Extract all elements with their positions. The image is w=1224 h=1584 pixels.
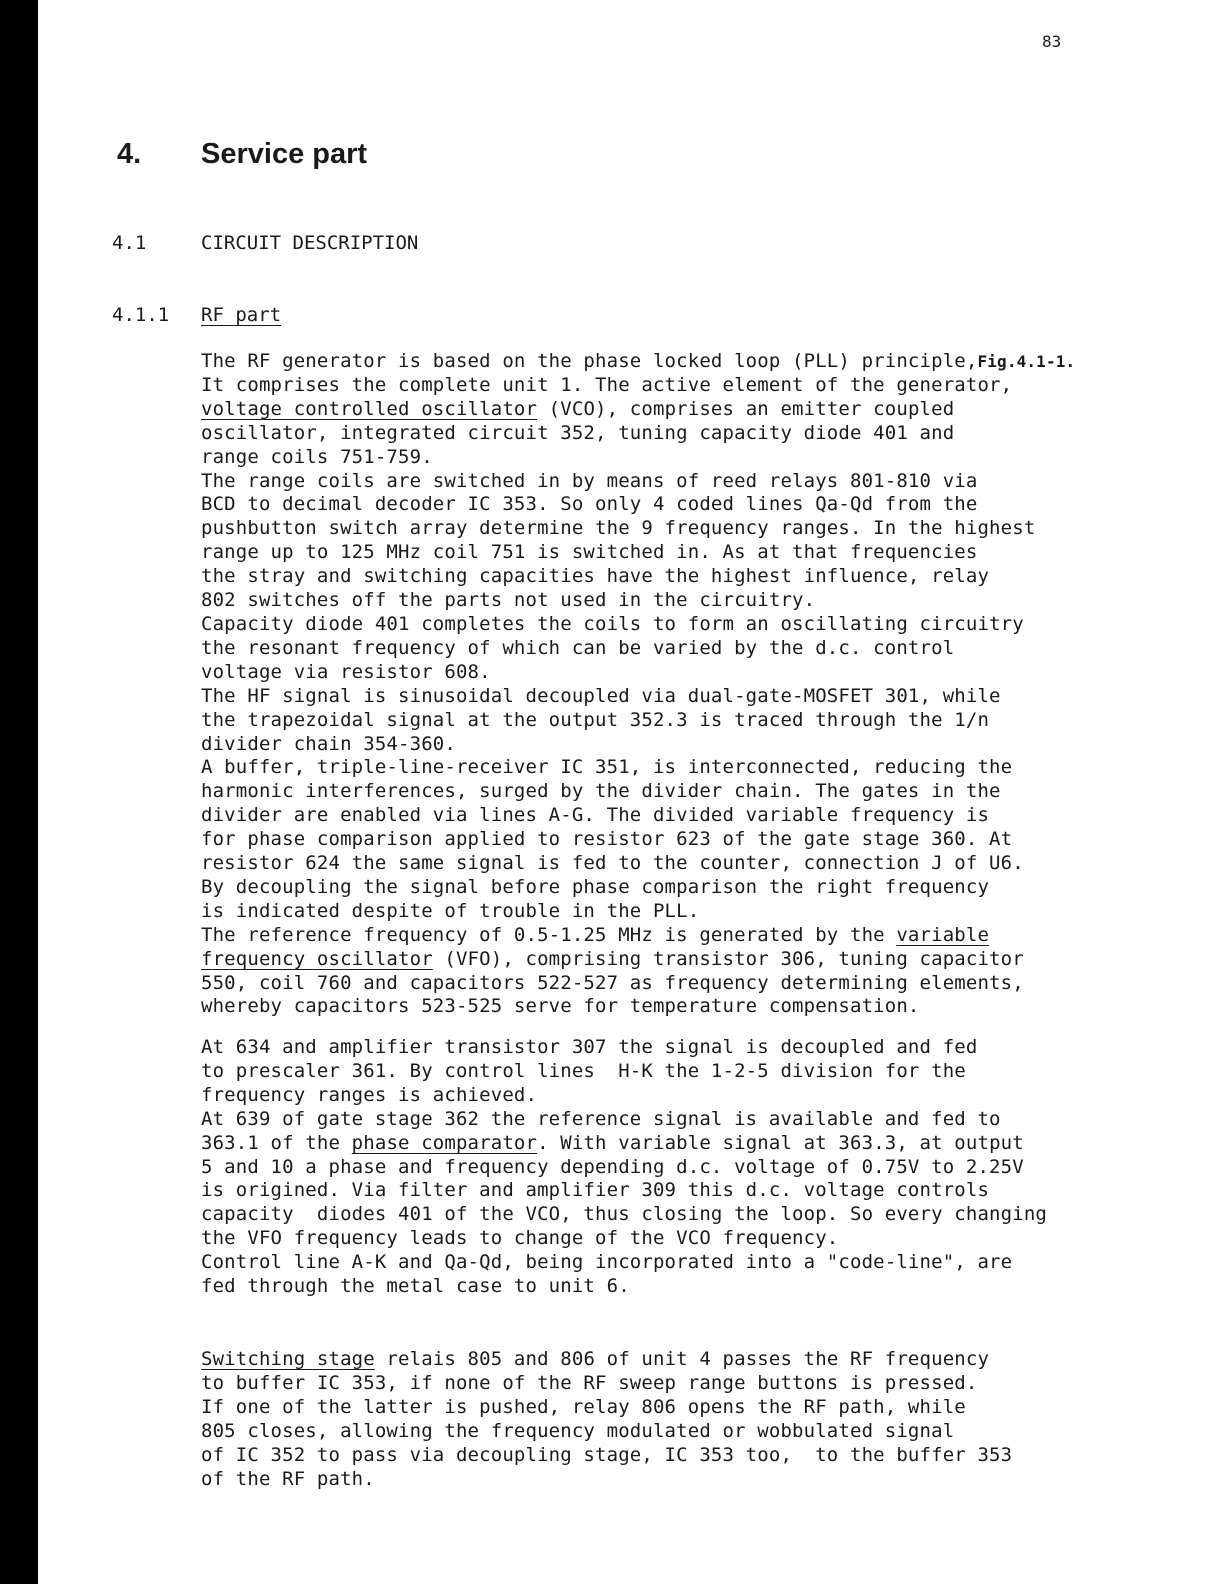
- text-line: The HF signal is sinusoidal decoupled via dual-gate-MOSFET 301, while: [201, 684, 1001, 707]
- text-line: voltage via resistor 608.: [201, 660, 491, 683]
- text-line: harmonic interferences, surged by the divider chain. The gates in the: [201, 780, 1001, 803]
- chapter-number: 4.: [117, 138, 142, 170]
- text-line: frequency ranges is achieved.: [201, 1083, 538, 1106]
- text-line: (VFO), comprising transistor 306, tuning capacitor: [432, 947, 1024, 970]
- text-line: The RF generator is based on the phase locked loop (PLL) principle,: [201, 350, 978, 372]
- text-line: to buffer IC 353, if none of the RF sweep range buttons is pressed.: [201, 1371, 978, 1394]
- text-line: . With variable signal at 363.3, at output: [537, 1131, 1024, 1154]
- text-line: By decoupling the signal before phase comparison the right frequency: [201, 875, 990, 898]
- text-line: Capacity diode 401 completes the coils to form an oscillating circuitry: [201, 612, 1024, 635]
- subsection-number: 4.1.1: [112, 304, 170, 326]
- text-line: divider chain 354-360.: [201, 732, 456, 755]
- text-line: Control line A-K and Qa-Qd, being incorporated into a "code-line", are: [201, 1251, 1013, 1274]
- page-number: 83: [1042, 32, 1062, 51]
- text-line: whereby capacitors 523-525 serve for temperature compensation.: [201, 995, 920, 1018]
- text-line: 363.1 of the: [201, 1131, 352, 1154]
- text-line: oscillator, integrated circuit 352, tuning capacity diode 401 and: [201, 421, 955, 444]
- section-title: CIRCUIT DESCRIPTION: [201, 232, 419, 254]
- text-line: fed through the metal case to unit 6.: [201, 1275, 630, 1298]
- text-line: The range coils are switched in by means of reed relays 801-810 via: [201, 469, 978, 492]
- text-line: At 634 and amplifier transistor 307 the signal is decoupled and fed: [201, 1036, 978, 1058]
- body-paragraph-reference: [201, 1036, 1047, 1299]
- text-line: 5 and 10 a phase and frequency depending d.c. voltage of 0.75V to 2.25V: [201, 1155, 1024, 1178]
- text-line: relais 805 and 806 of unit 4 passes the RF frequency: [374, 1348, 990, 1370]
- text-line: The reference frequency of 0.5-1.25 MHz is generated by the: [201, 923, 897, 946]
- section-number: 4.1: [112, 232, 147, 254]
- body-paragraph-rf-part: [201, 350, 1075, 1019]
- chapter-title: Service part: [201, 138, 368, 170]
- text-line: capacity diodes 401 of the VCO, thus closing the loop. So every changing: [201, 1203, 1047, 1226]
- subsection-title: RF part: [201, 304, 282, 326]
- text-line: A buffer, triple-line-receiver IC 351, is interconnected, reducing the: [201, 756, 1013, 779]
- text-line: (VCO), comprises an emitter coupled: [537, 397, 955, 420]
- body-paragraph-switching: [201, 1348, 1012, 1491]
- binding-edge: [0, 0, 38, 1584]
- text-line: If one of the latter is pushed, relay 806 opens the RF path, while: [201, 1395, 966, 1418]
- text-line: of the RF path.: [201, 1467, 375, 1490]
- text-line: range coils 751-759.: [201, 445, 433, 468]
- term-switching-stage: Switching stage: [201, 1348, 375, 1370]
- term-vfo-start: variable: [896, 923, 990, 946]
- text-line: to prescaler 361. By control lines H-K the 1-2-5 division for the: [201, 1059, 966, 1082]
- text-line: 802 switches off the parts not used in the circuitry.: [201, 589, 816, 612]
- text-line: the VFO frequency leads to change of the VCO frequency.: [201, 1227, 839, 1250]
- text-line: At 639 of gate stage 362 the reference signal is available and fed to: [201, 1107, 1001, 1130]
- text-line: range up to 125 MHz coil 751 is switched in. As at that frequencies: [201, 541, 978, 564]
- term-vfo-end: frequency oscillator: [201, 947, 433, 970]
- term-phase-comparator: phase comparator: [351, 1131, 538, 1154]
- text-line: the stray and switching capacities have the highest influence, relay: [201, 565, 990, 588]
- text-line: is origined. Via filter and amplifier 309 this d.c. voltage controls: [201, 1179, 990, 1202]
- term-vco: voltage controlled oscillator: [201, 397, 538, 420]
- text-line: for phase comparison applied to resistor 623 of the gate stage 360. At: [201, 828, 1013, 851]
- text-line: It comprises the complete unit 1. The active element of the generator,: [201, 373, 1013, 396]
- text-line: BCD to decimal decoder IC 353. So only 4 coded lines Qa-Qd from the: [201, 493, 978, 516]
- text-line: 805 closes, allowing the frequency modulated or wobbulated signal: [201, 1419, 955, 1442]
- text-line: divider are enabled via lines A-G. The divided variable frequency is: [201, 804, 990, 827]
- figure-reference: Fig.4.1-1.: [977, 352, 1076, 371]
- text-line: the trapezoidal signal at the output 352.3 is traced through the 1/n: [201, 708, 990, 731]
- text-line: resistor 624 the same signal is fed to the counter, connection J of U6.: [201, 852, 1024, 875]
- text-line: the resonant frequency of which can be varied by the d.c. control: [201, 636, 955, 659]
- text-line: pushbutton switch array determine the 9 frequency ranges. In the highest: [201, 517, 1036, 540]
- text-line: of IC 352 to pass via decoupling stage, IC 353 too, to the buffer 353: [201, 1443, 1013, 1466]
- text-line: is indicated despite of trouble in the PLL.: [201, 899, 700, 922]
- text-line: 550, coil 760 and capacitors 522-527 as frequency determining elements,: [201, 971, 1024, 994]
